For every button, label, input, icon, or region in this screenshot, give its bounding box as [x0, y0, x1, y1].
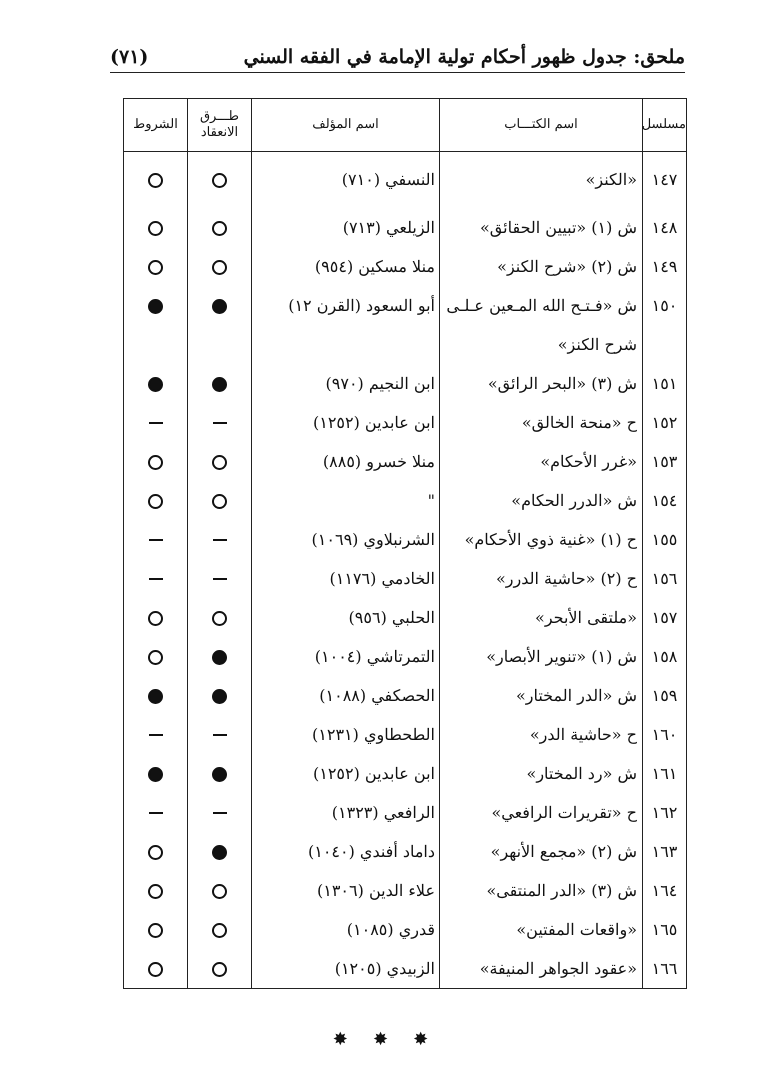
cell-conditions [124, 637, 188, 676]
cell-book: «عقود الجواهر المنيفة» [440, 949, 643, 989]
cell-contract [188, 481, 252, 520]
cell-conditions [124, 910, 188, 949]
cell-serial: ١٥١ [643, 364, 687, 403]
column-header-serial: مسلسل [643, 99, 687, 152]
filled-circle-icon [212, 689, 227, 704]
cell-serial: ١٦٤ [643, 871, 687, 910]
table-row [124, 949, 687, 989]
table-row [124, 325, 687, 364]
ornament-star-icon: ✸ [372, 1029, 389, 1050]
dash-icon [213, 812, 227, 814]
cell-author: التمرتاشي (١٠٠٤) [252, 637, 440, 676]
cell-contract [188, 208, 252, 247]
cell-author [252, 325, 440, 364]
cell-conditions [124, 598, 188, 637]
open-circle-icon [212, 962, 227, 977]
cell-serial: ١٤٨ [643, 208, 687, 247]
cell-book: ش (٣) «البحر الرائق» [440, 364, 643, 403]
cell-conditions [124, 442, 188, 481]
cell-author: الخادمي (١١٧٦) [252, 559, 440, 598]
open-circle-icon [148, 650, 163, 665]
cell-author: الزبيدي (١٢٠٥) [252, 949, 440, 989]
table-row [124, 754, 687, 793]
cell-contract [188, 637, 252, 676]
filled-circle-icon [148, 299, 163, 314]
cell-contract [188, 676, 252, 715]
ornament-star-icon: ✸ [413, 1029, 429, 1050]
filled-circle-icon [212, 299, 227, 314]
open-circle-icon [148, 173, 163, 188]
cell-serial: ١٥٢ [643, 403, 687, 442]
open-circle-icon [212, 884, 227, 899]
cell-author: داماد أفندي (١٠٤٠) [252, 832, 440, 871]
cell-contract [188, 793, 252, 832]
cell-book: ح «حاشية الدر» [440, 715, 643, 754]
cell-conditions [124, 152, 188, 208]
cell-conditions [124, 793, 188, 832]
cell-author: منلا مسكين (٩٥٤) [252, 247, 440, 286]
cell-book: «واقعات المفتين» [440, 910, 643, 949]
table-row [124, 559, 687, 598]
cell-serial: ١٥٦ [643, 559, 687, 598]
cell-conditions [124, 715, 188, 754]
cell-book: ح «تقريرات الرافعي» [440, 793, 643, 832]
dash-icon [213, 578, 227, 580]
cell-author: علاء الدين (١٣٠٦) [252, 871, 440, 910]
filled-circle-icon [148, 767, 163, 782]
table-row [124, 637, 687, 676]
column-header-contract-line2: الانعقاد [200, 125, 239, 140]
cell-serial [643, 325, 687, 364]
cell-contract [188, 559, 252, 598]
table-row [124, 871, 687, 910]
cell-author: ابن النجيم (٩٧٠) [252, 364, 440, 403]
cell-conditions [124, 754, 188, 793]
cell-conditions [124, 871, 188, 910]
filled-circle-icon [148, 689, 163, 704]
dash-icon [213, 422, 227, 424]
cell-book: ش (٢) «شرح الكنز» [440, 247, 643, 286]
cell-book: «غرر الأحكام» [440, 442, 643, 481]
cell-conditions [124, 325, 188, 364]
filled-circle-icon [212, 845, 227, 860]
cell-author: النسفي (٧١٠) [252, 152, 440, 208]
open-circle-icon [148, 455, 163, 470]
column-header-conditions: الشروط [124, 99, 188, 152]
filled-circle-icon [212, 767, 227, 782]
cell-book: ح (١) «غنية ذوي الأحكام» [440, 520, 643, 559]
cell-conditions [124, 832, 188, 871]
cell-contract [188, 247, 252, 286]
table-row [124, 286, 687, 325]
footer-ornament [0, 1030, 761, 1050]
table-row [124, 481, 687, 520]
table-row [124, 520, 687, 559]
page-number: (٧١) [110, 46, 149, 68]
cell-contract [188, 152, 252, 208]
cell-conditions [124, 247, 188, 286]
cell-conditions [124, 286, 188, 325]
table-row [124, 676, 687, 715]
open-circle-icon [212, 455, 227, 470]
cell-book: «الكنز» [440, 152, 643, 208]
open-circle-icon [148, 962, 163, 977]
cell-conditions [124, 403, 188, 442]
table-row [124, 364, 687, 403]
open-circle-icon [212, 260, 227, 275]
cell-serial: ١٤٩ [643, 247, 687, 286]
cell-author: الطحطاوي (١٢٣١) [252, 715, 440, 754]
cell-book: ح (٢) «حاشية الدرر» [440, 559, 643, 598]
cell-contract [188, 403, 252, 442]
open-circle-icon [148, 845, 163, 860]
table-row [124, 598, 687, 637]
cell-author: ابن عابدين (١٢٥٢) [252, 403, 440, 442]
cell-book: ش (٢) «مجمع الأنهر» [440, 832, 643, 871]
cell-book: ش «الدر المختار» [440, 676, 643, 715]
cell-serial: ١٤٧ [643, 152, 687, 208]
cell-contract [188, 715, 252, 754]
open-circle-icon [212, 494, 227, 509]
table-row [124, 793, 687, 832]
table-row [124, 715, 687, 754]
dash-icon [149, 812, 163, 814]
open-circle-icon [148, 494, 163, 509]
dash-icon [149, 734, 163, 736]
cell-contract [188, 364, 252, 403]
table-header-row [124, 99, 687, 152]
open-circle-icon [148, 884, 163, 899]
cell-contract [188, 520, 252, 559]
page-header [110, 42, 685, 73]
column-header-author: اسم المؤلف [252, 99, 440, 152]
cell-conditions [124, 481, 188, 520]
cell-author: ابن عابدين (١٢٥٢) [252, 754, 440, 793]
table-body [124, 152, 687, 989]
open-circle-icon [212, 221, 227, 236]
column-header-book: اسم الكتـــاب [440, 99, 643, 152]
open-circle-icon [148, 260, 163, 275]
cell-book: ش (١) «تنوير الأبصار» [440, 637, 643, 676]
table-row [124, 152, 687, 208]
table-row [124, 832, 687, 871]
cell-book: ش «الدرر الحكام» [440, 481, 643, 520]
filled-circle-icon [212, 650, 227, 665]
cell-serial: ١٦٦ [643, 949, 687, 989]
open-circle-icon [212, 173, 227, 188]
cell-book: شرح الكنز» [440, 325, 643, 364]
cell-serial: ١٦٣ [643, 832, 687, 871]
dash-icon [149, 578, 163, 580]
page-title: ملحق: جدول ظهور أحكام تولية الإمامة في الفقه السني [243, 46, 685, 68]
cell-serial: ١٦١ [643, 754, 687, 793]
cell-conditions [124, 559, 188, 598]
cell-serial: ١٦٢ [643, 793, 687, 832]
cell-author: منلا خسرو (٨٨٥) [252, 442, 440, 481]
dash-icon [213, 734, 227, 736]
dash-icon [213, 539, 227, 541]
open-circle-icon [148, 221, 163, 236]
cell-contract [188, 325, 252, 364]
filled-circle-icon [212, 377, 227, 392]
cell-contract [188, 598, 252, 637]
table-row [124, 910, 687, 949]
cell-author: قدري (١٠٨٥) [252, 910, 440, 949]
cell-author: الحلبي (٩٥٦) [252, 598, 440, 637]
cell-serial: ١٥٨ [643, 637, 687, 676]
open-circle-icon [212, 611, 227, 626]
cell-conditions [124, 949, 188, 989]
open-circle-icon [212, 923, 227, 938]
cell-author: الحصكفي (١٠٨٨) [252, 676, 440, 715]
cell-book: ح «منحة الخالق» [440, 403, 643, 442]
ornament-star-icon: ✸ [332, 1029, 348, 1050]
cell-contract [188, 286, 252, 325]
cell-author: " [252, 481, 440, 520]
cell-serial: ١٦٥ [643, 910, 687, 949]
cell-serial: ١٥٧ [643, 598, 687, 637]
filled-circle-icon [148, 377, 163, 392]
table-row [124, 442, 687, 481]
cell-book: ش (٣) «الدر المنتقى» [440, 871, 643, 910]
open-circle-icon [148, 923, 163, 938]
cell-author: الرافعي (١٣٢٣) [252, 793, 440, 832]
cell-author: الشرنبلاوي (١٠٦٩) [252, 520, 440, 559]
cell-contract [188, 910, 252, 949]
cell-conditions [124, 676, 188, 715]
cell-contract [188, 442, 252, 481]
table-row [124, 247, 687, 286]
column-header-contract-line1: طـــرق [199, 109, 240, 124]
table-row [124, 208, 687, 247]
cell-contract [188, 832, 252, 871]
cell-serial: ١٥٩ [643, 676, 687, 715]
cell-book: ش «رد المختار» [440, 754, 643, 793]
cell-conditions [124, 364, 188, 403]
cell-conditions [124, 208, 188, 247]
cell-serial: ١٥٤ [643, 481, 687, 520]
cell-author: أبو السعود (القرن ١٢) [252, 286, 440, 325]
cell-author: الزيلعي (٧١٣) [252, 208, 440, 247]
dash-icon [149, 422, 163, 424]
table-row [124, 403, 687, 442]
cell-serial: ١٥٠ [643, 286, 687, 325]
cell-contract [188, 754, 252, 793]
cell-contract [188, 871, 252, 910]
column-header-contract [188, 99, 252, 152]
cell-book: «ملتقى الأبحر» [440, 598, 643, 637]
cell-book: ش «فـتـح الله المـعين عـلـى [440, 286, 643, 325]
cell-serial: ١٥٣ [643, 442, 687, 481]
cell-book: ش (١) «تبيين الحقائق» [440, 208, 643, 247]
cell-serial: ١٥٥ [643, 520, 687, 559]
dash-icon [149, 539, 163, 541]
open-circle-icon [148, 611, 163, 626]
cell-contract [188, 949, 252, 989]
cell-conditions [124, 520, 188, 559]
data-table [123, 98, 687, 989]
cell-serial: ١٦٠ [643, 715, 687, 754]
